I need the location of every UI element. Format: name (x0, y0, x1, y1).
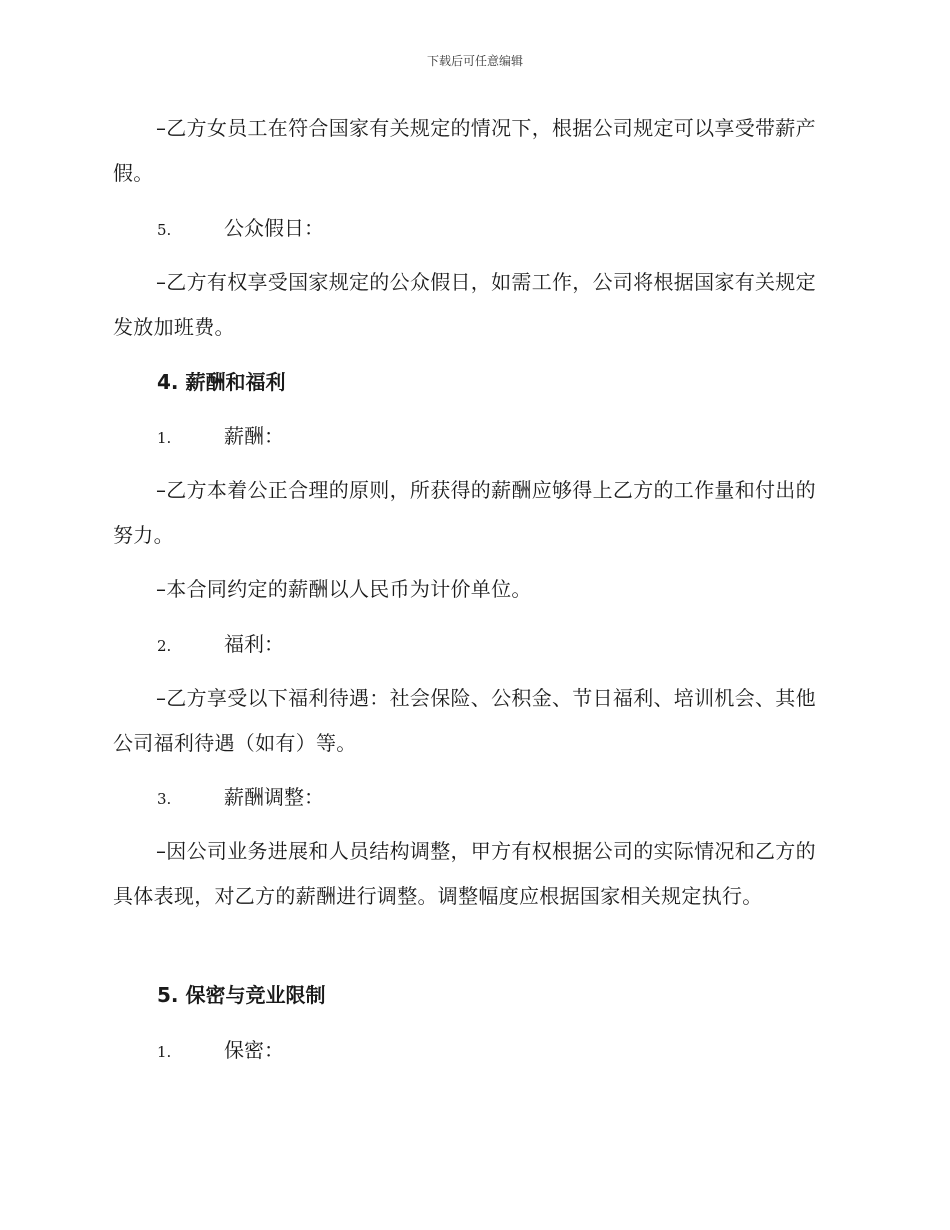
list-item-public-holidays (157, 213, 324, 243)
list-item-salary (157, 421, 284, 451)
paragraph-salary-principle: –乙方本着公正合理的原则，所获得的薪酬应够得上乙方的工作量和付出的努力。 (113, 478, 816, 547)
list-label: 公众假日： (224, 216, 324, 240)
list-label: 福利： (224, 632, 284, 656)
paragraph-salary-currency: –本合同约定的薪酬以人民币为计价单位。 (156, 577, 532, 601)
section-heading-confidentiality: 5. 保密与竞业限制 (157, 983, 326, 1007)
paragraph-benefits: –乙方享受以下福利待遇：社会保险、公积金、节日福利、培训机会、其他公司福利待遇（如有）等。 (113, 686, 816, 755)
paragraph-public-holidays: –乙方有权享受国家规定的公众假日，如需工作，公司将根据国家有关规定发放加班费。 (113, 270, 816, 339)
list-number: 5. (157, 221, 172, 239)
paragraph-salary-adjustment: –因公司业务进展和人员结构调整，甲方有权根据公司的实际情况和乙方的具体表现，对乙方的薪酬进行调整。调整幅度应根据国家相关规定执行。 (113, 839, 816, 908)
list-number: 3. (157, 790, 172, 808)
list-item-confidentiality (157, 1035, 284, 1065)
list-item-salary-adjustment (157, 782, 324, 812)
page-header: 下载后可任意编辑 (426, 54, 523, 68)
list-label: 保密： (224, 1038, 284, 1062)
section-heading-compensation: 4. 薪酬和福利 (157, 370, 286, 394)
list-label: 薪酬调整： (224, 785, 324, 809)
list-number: 1. (157, 1043, 172, 1061)
list-number: 2. (157, 637, 172, 655)
list-item-benefits (157, 629, 284, 659)
list-number: 1. (157, 429, 172, 447)
paragraph-maternity-leave: –乙方女员工在符合国家有关规定的情况下，根据公司规定可以享受带薪产假。 (113, 116, 816, 185)
list-label: 薪酬： (224, 424, 284, 448)
